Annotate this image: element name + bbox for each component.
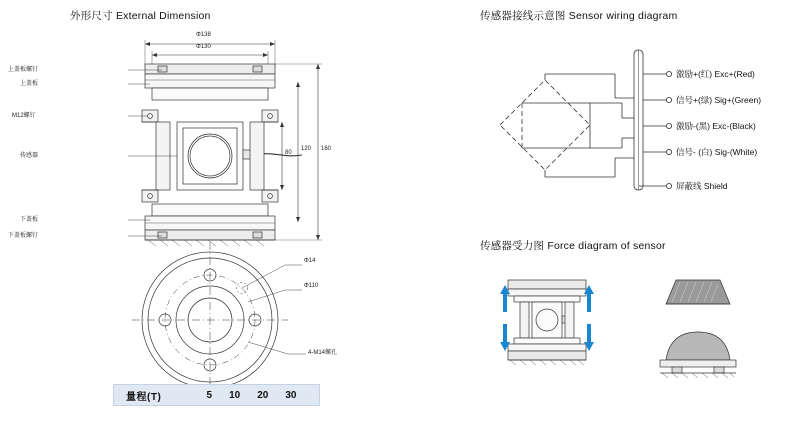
- label-upper-cover: 上盖板: [20, 81, 39, 87]
- external-dimension-drawing: [8, 22, 370, 392]
- section-title-wiring-cn: 传感器接线示意图: [480, 10, 566, 22]
- wire-label-exc-plus: 激励+(红) Exc+(Red): [676, 69, 755, 79]
- section-title-wiring: [480, 8, 677, 23]
- range-value: 5: [206, 389, 213, 401]
- dimension-drawing-svg: [70, 22, 370, 392]
- label-lower-cover: 下盖板: [20, 217, 39, 223]
- force-diagram: [470, 262, 790, 392]
- range-table-label: 量程(T): [126, 391, 162, 403]
- dim-height-small: 80: [285, 150, 292, 156]
- dim-height-mid: 120: [301, 146, 312, 152]
- section-title-external-dimension-cn: 外形尺寸: [70, 10, 113, 22]
- label-bolt-m12: M12螺钉: [12, 113, 36, 119]
- dim-top-outer: Φ138: [196, 32, 211, 38]
- dim-height-total: 160: [321, 146, 332, 152]
- wire-label-sig-minus: 信号- (白) Sig-(White): [676, 147, 758, 157]
- range-table-values: [198, 390, 319, 401]
- dim-hole-small: Φ14: [304, 258, 316, 264]
- label-sensor: 传感器: [20, 153, 39, 159]
- dim-top-inner: Φ130: [196, 44, 211, 50]
- dim-bolt-circle: Φ110: [304, 283, 319, 289]
- section-title-wiring-en: Sensor wiring diagram: [568, 10, 678, 22]
- dim-thread-note: 4-M14螺孔: [308, 350, 338, 356]
- range-value: 30: [285, 389, 297, 401]
- section-title-force-cn: 传感器受力图: [480, 240, 545, 252]
- label-upper-cover-bolt: 上盖板螺钉: [8, 67, 39, 73]
- range-value: 10: [229, 389, 241, 401]
- section-title-external-dimension-en: External Dimension: [115, 10, 211, 22]
- range-table: [113, 384, 320, 406]
- wire-label-shield: 屏蔽线 Shield: [676, 181, 728, 191]
- section-title-force-en: Force diagram of sensor: [547, 240, 666, 252]
- wiring-diagram: [470, 30, 790, 210]
- force-diagram-svg: [470, 262, 790, 392]
- section-title-external-dimension: [70, 8, 211, 23]
- range-value: 20: [257, 389, 269, 401]
- wire-label-sig-plus: 信号+(绿) Sig+(Green): [676, 95, 762, 105]
- section-title-force: [480, 238, 666, 253]
- label-lower-cover-bolt: 下盖板螺钉: [8, 233, 39, 239]
- wire-label-exc-minus: 激励-(黑) Exc-(Black): [676, 121, 756, 131]
